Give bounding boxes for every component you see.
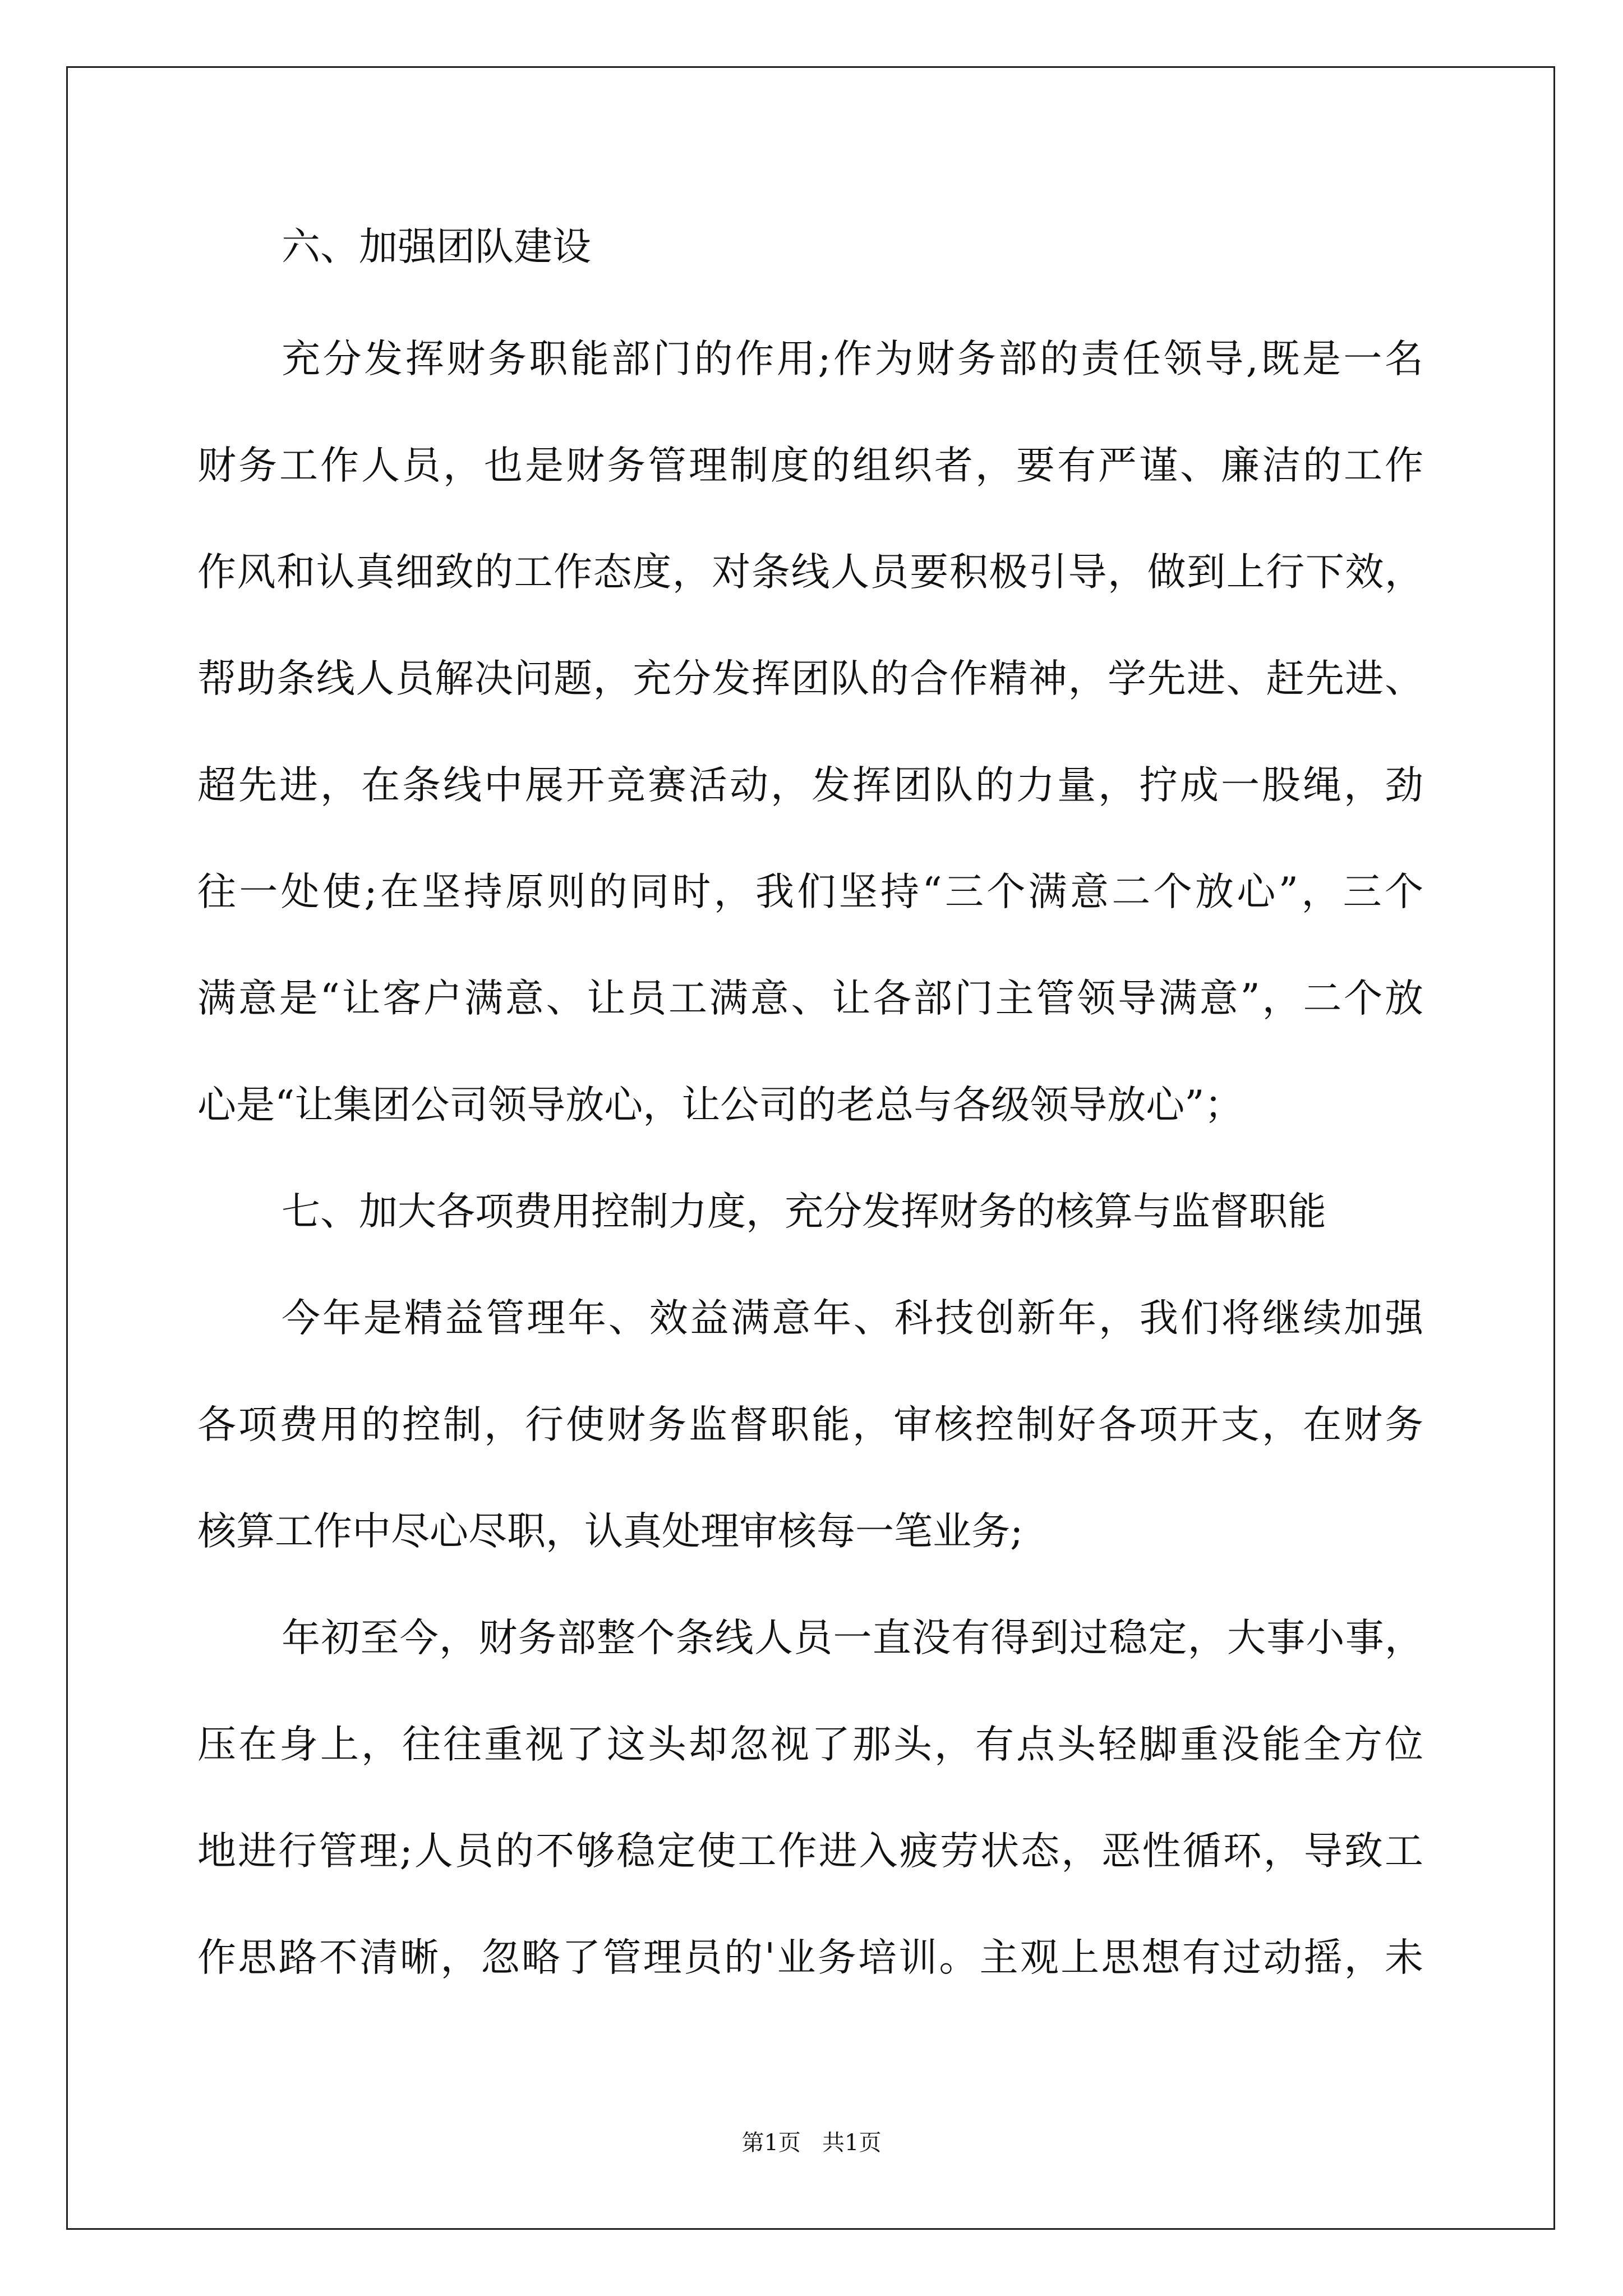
page-border [66,66,1555,2230]
paragraph-line: 各项费用的控制，行使财务监督职能，审核控制好各项开支，在财务 [197,1402,1423,1447]
paragraph-line: 帮助条线人员解决问题，充分发挥团队的合作精神，学先进、赶先进、 [197,656,1423,701]
paragraph-line: 财务工作人员，也是财务管理制度的组织者，要有严谨、廉洁的工作 [197,443,1423,488]
paragraph-line: 核算工作中尽心尽职，认真处理审核每一笔业务; [197,1509,1023,1554]
paragraph-line: 今年是精益管理年、效益满意年、科技创新年，我们将继续加强 [282,1296,1423,1341]
paragraph-line: 年初至今，财务部整个条线人员一直没有得到过稳定，大事小事， [282,1616,1423,1660]
paragraph-line: 作思路不清晰，忽略了管理员的'业务培训。主观上思想有过动摇，未 [197,1935,1423,1980]
paragraph-line: 超先进，在条线中展开竞赛活动，发挥团队的力量，拧成一股绳，劲 [197,763,1423,808]
page-footer: 第1页 共1页 [741,2130,882,2156]
paragraph-line: 往一处使;在坚持原则的同时，我们坚持“三个满意二个放心”，三个 [197,869,1423,914]
paragraph-line: 作风和认真细致的工作态度，对条线人员要积极引导，做到上行下效， [197,550,1423,595]
paragraph-line: 地进行管理;人员的不够稳定使工作进入疲劳状态，恶性循环，导致工 [197,1829,1423,1874]
paragraph-line: 压在身上，往往重视了这头却忽视了那头，有点头轻脚重没能全方位 [197,1722,1423,1767]
paragraph-line: 满意是“让客户满意、让员工满意、让各部门主管领导满意”，二个放 [197,976,1423,1021]
section-heading-6: 六、加强团队建设 [282,224,591,269]
paragraph-line: 心是“让集团公司领导放心，让公司的老总与各级领导放心”； [197,1083,1243,1128]
paragraph-line: 充分发挥财务职能部门的作用;作为财务部的责任领导,既是一名 [282,337,1423,381]
section-heading-7: 七、加大各项费用控制力度，充分发挥财务的核算与监督职能 [282,1189,1326,1234]
